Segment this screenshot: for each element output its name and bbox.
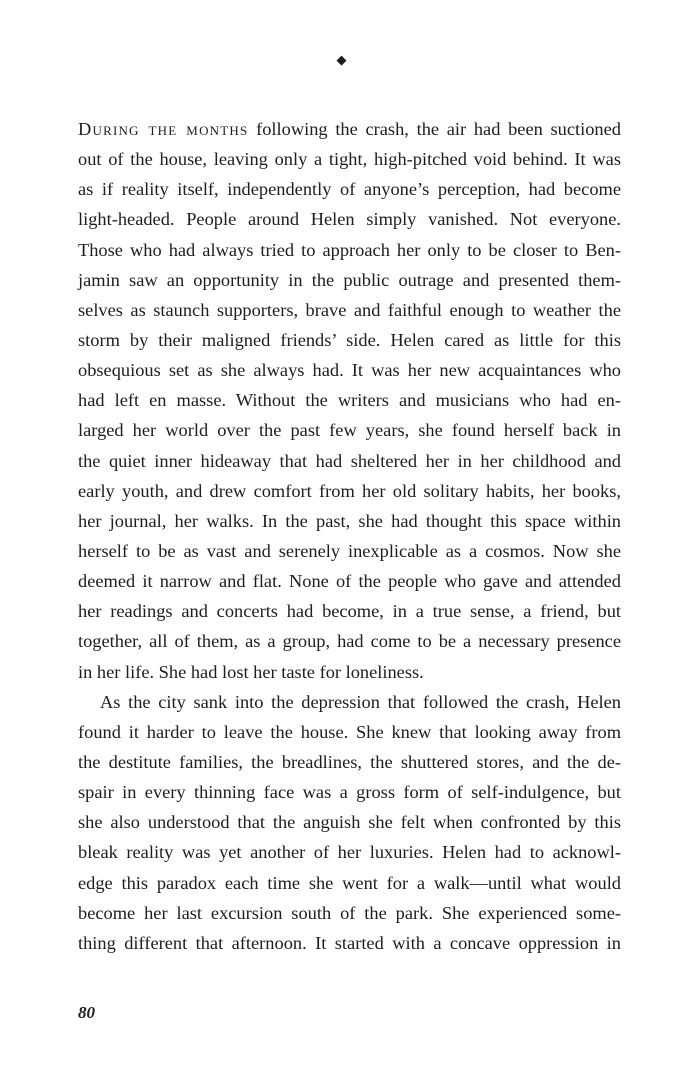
paragraph-1 xyxy=(78,114,621,687)
text-line: she also understood that the anguish she felt when confronted by this xyxy=(78,812,621,833)
text-line: thing different that afternoon. It started with a concave oppression in xyxy=(78,932,621,953)
text-line: become her last excursion south of the park. She experienced some- xyxy=(78,902,621,923)
page-number: 80 xyxy=(78,1003,95,1022)
text-line: light-headed. People around Helen simply vanished. Not everyone. xyxy=(78,209,621,230)
text-line: found it harder to leave the house. She knew that looking away from xyxy=(78,721,621,742)
text-line: obsequious set as she always had. It was her new acquaintances who xyxy=(78,360,621,381)
text-line: in her life. She had lost her taste for loneliness. xyxy=(78,661,424,682)
text-line-rest: following the crash, the air had been suctioned xyxy=(248,119,621,139)
text-line: the quiet inner hideaway that had sheltered her in her childhood and xyxy=(78,450,621,471)
text-line: storm by their maligned friends’ side. Helen cared as little for this xyxy=(78,329,621,350)
text-line: the destitute families, the breadlines, the shuttered stores, and the de- xyxy=(78,751,621,772)
text-line: As the city sank into the depression that followed the crash, Helen xyxy=(100,691,621,712)
text-line: out of the house, leaving only a tight, high-pitched void behind. It was xyxy=(78,149,621,170)
lead-in-smallcaps: During the months xyxy=(78,119,249,139)
text-line: Those who had always tried to approach her only to be closer to Ben- xyxy=(78,239,621,260)
text-line: early youth, and drew comfort from her old solitary habits, her books, xyxy=(78,480,621,501)
text-line: her readings and concerts had become, in a true sense, a friend, but xyxy=(78,601,621,622)
text-line: together, all of them, as a group, had come to be a necessary presence xyxy=(78,631,621,652)
body-text xyxy=(78,114,621,958)
paragraph-2 xyxy=(78,687,621,958)
text-line xyxy=(78,114,621,144)
text-line: herself to be as vast and serenely inexplicable as a cosmos. Now she xyxy=(78,540,621,561)
text-line: deemed it narrow and flat. None of the people who gave and attended xyxy=(78,571,621,592)
text-line: edge this paradox each time she went for a walk—until what would xyxy=(78,872,621,893)
text-line: had left en masse. Without the writers and musicians who had en- xyxy=(78,390,621,411)
text-line: her journal, her walks. In the past, she had thought this space within xyxy=(78,510,621,531)
text-line: as if reality itself, independently of anyone’s perception, had become xyxy=(78,179,621,200)
diamond-ornament-icon: ◆ xyxy=(336,52,347,67)
text-line: jamin saw an opportunity in the public outrage and presented them- xyxy=(78,269,621,290)
text-line: selves as staunch supporters, brave and faithful enough to weather the xyxy=(78,299,621,320)
text-line: larged her world over the past few years, she found herself back in xyxy=(78,420,621,441)
text-line: spair in every thinning face was a gross form of self-indulgence, but xyxy=(78,782,621,803)
text-line: bleak reality was yet another of her luxuries. Helen had to acknowl- xyxy=(78,842,621,863)
